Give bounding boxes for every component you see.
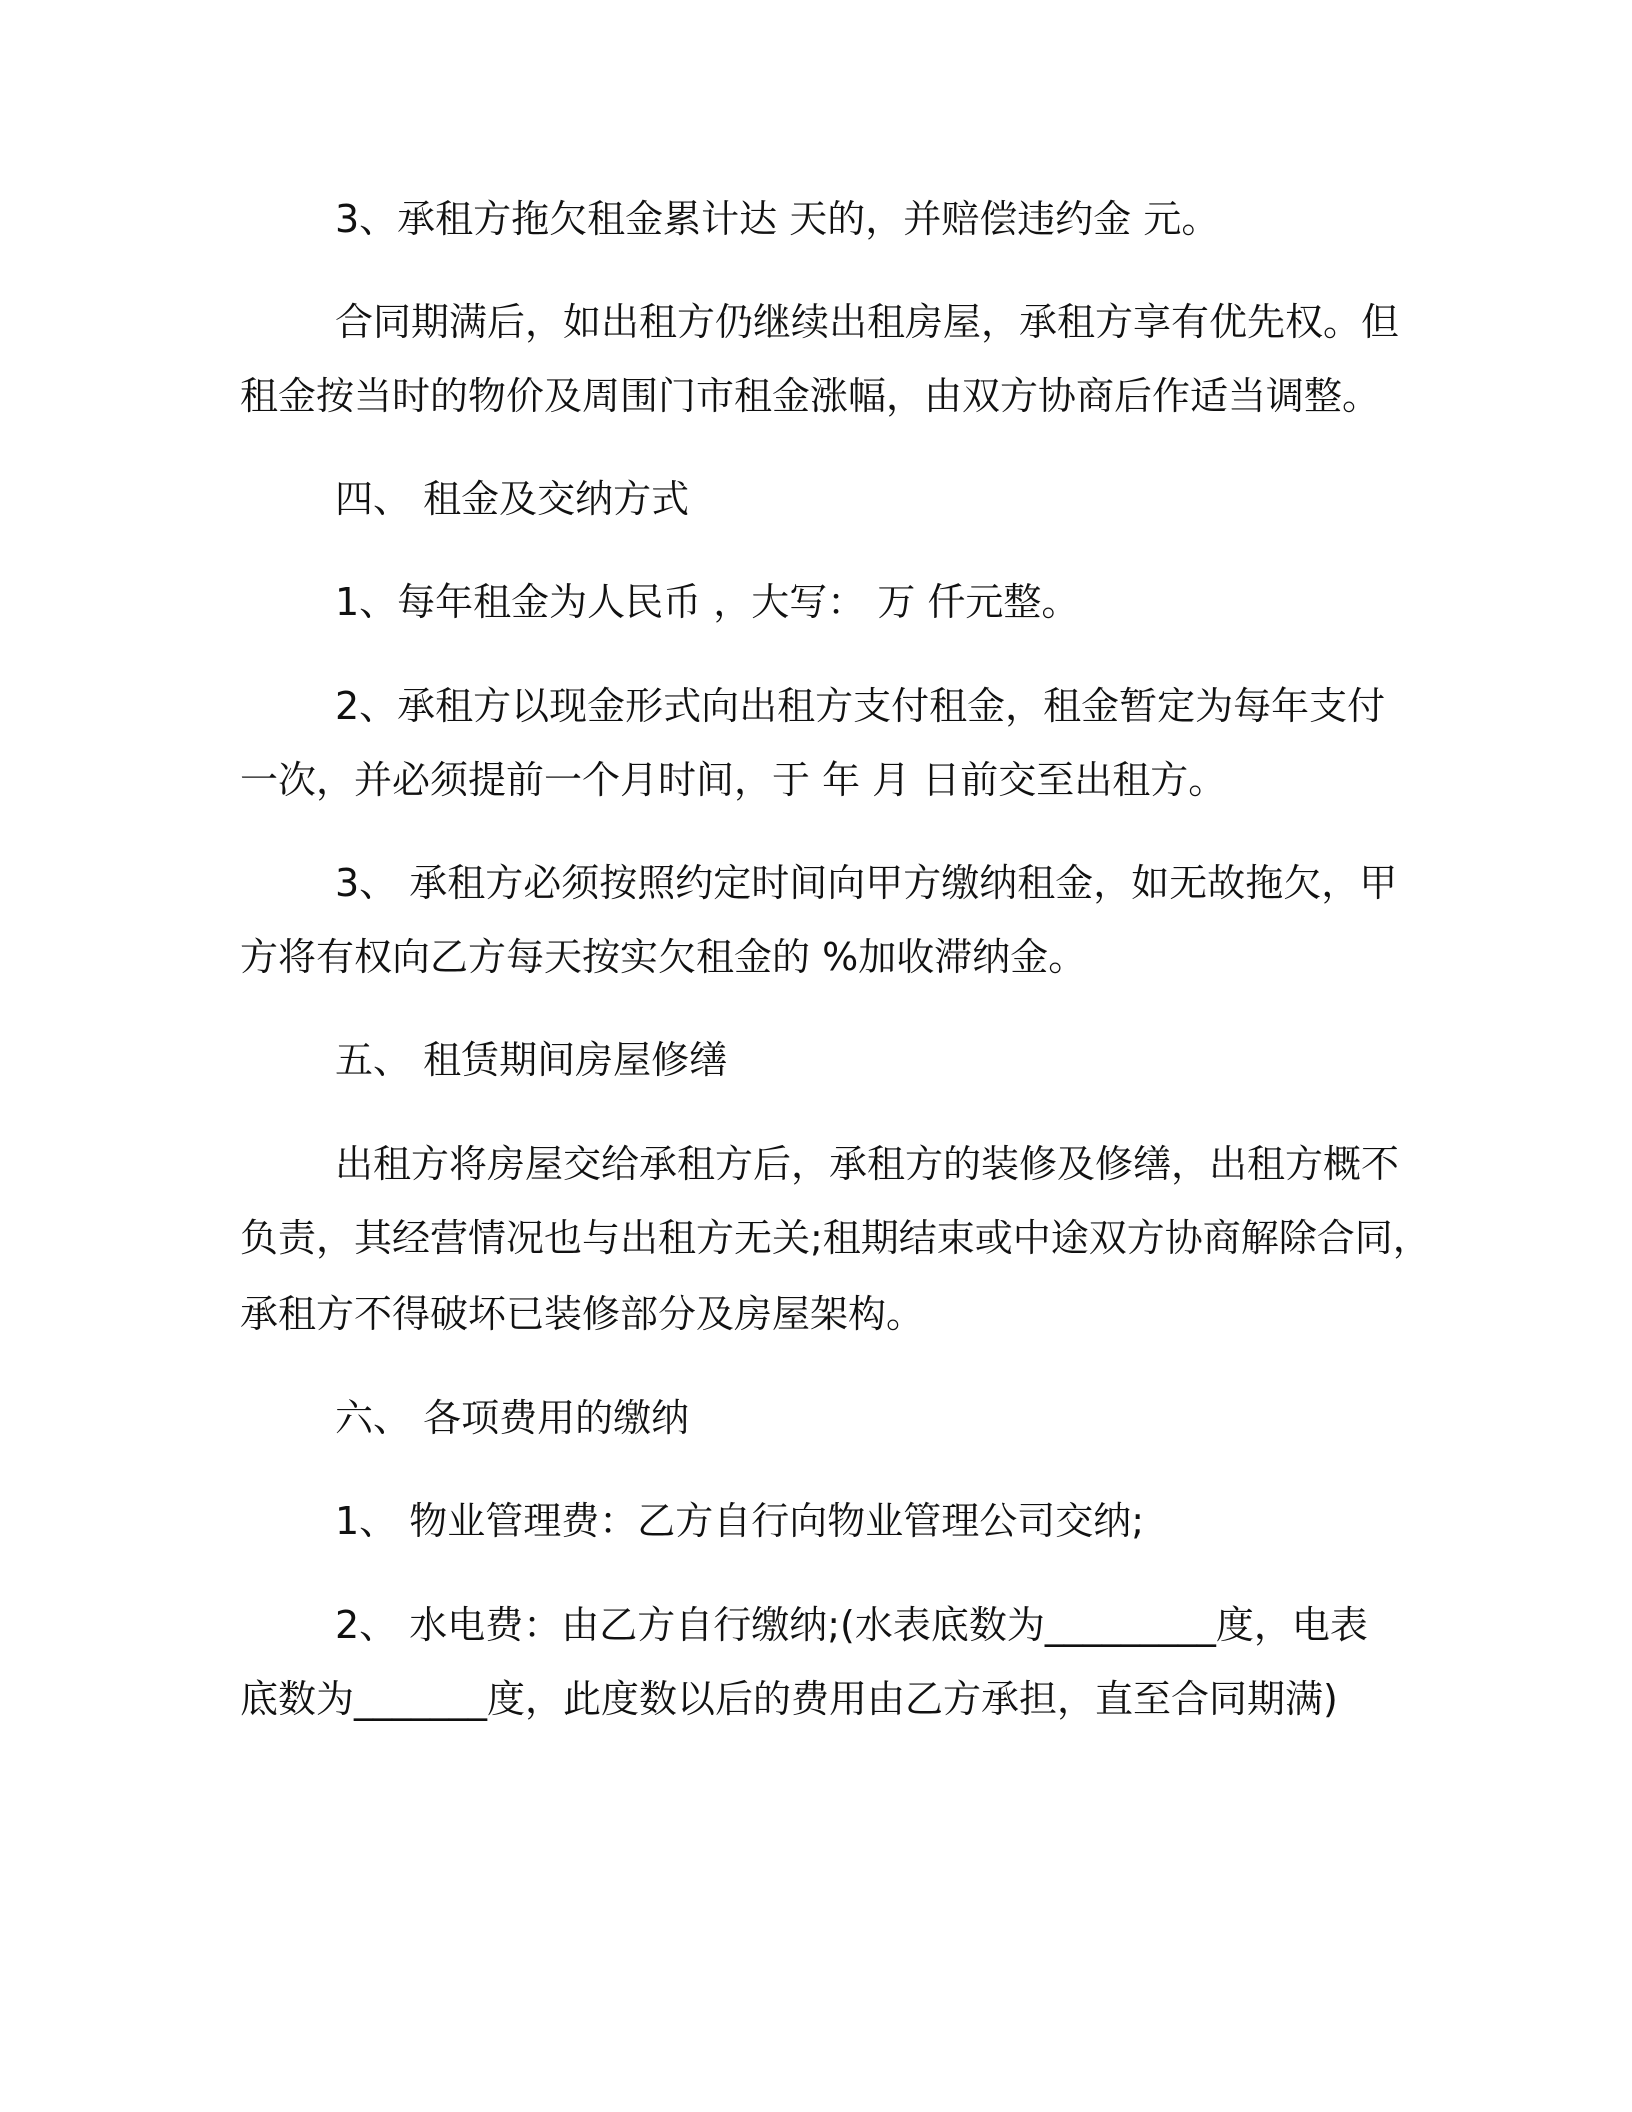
section-6-item-1: 1、 物业管理费：乙方自行向物业管理公司交纳; bbox=[335, 1499, 1145, 1543]
section-4-heading: 四、 租金及交纳方式 bbox=[335, 477, 690, 521]
section-4-item-1: 1、每年租金为人民币 ，大写： 万 仟元整。 bbox=[335, 580, 1080, 624]
section-6-item-2-line-1: 2、 水电费：由乙方自行缴纳;(水表底数为_________度，电表 bbox=[335, 1603, 1368, 1647]
section-5-heading: 五、 租赁期间房屋修缮 bbox=[335, 1038, 728, 1082]
section-5-paragraph-line-2: 负责，其经营情况也与出租方无关;租期结束或中途双方协商解除合同， bbox=[240, 1216, 1431, 1260]
renewal-paragraph-line-1: 合同期满后，如出租方仍继续出租房屋，承租方享有优先权。但 bbox=[335, 300, 1400, 344]
section-6-heading: 六、 各项费用的缴纳 bbox=[335, 1396, 690, 1440]
section-5-paragraph-line-1: 出租方将房屋交给承租方后，承租方的装修及修缮，出租方概不 bbox=[335, 1142, 1400, 1186]
section-4-item-3-line-2: 方将有权向乙方每天按实欠租金的 %加收滞纳金。 bbox=[240, 935, 1087, 979]
section-4-item-2-line-2: 一次，并必须提前一个月时间，于 年 月 日前交至出租方。 bbox=[240, 758, 1227, 802]
renewal-paragraph-line-2: 租金按当时的物价及周围门市租金涨幅，由双方协商后作适当调整。 bbox=[240, 374, 1381, 418]
section-4-item-3-line-1: 3、 承租方必须按照约定时间向甲方缴纳租金，如无故拖欠，甲 bbox=[335, 861, 1398, 905]
section-5-paragraph-line-3: 承租方不得破坏已装修部分及房屋架构。 bbox=[240, 1292, 925, 1336]
clause-3-penalty: 3、承租方拖欠租金累计达 天的，并赔偿违约金 元。 bbox=[335, 197, 1220, 241]
section-4-item-2-line-1: 2、承租方以现金形式向出租方支付租金，租金暂定为每年支付 bbox=[335, 684, 1386, 728]
section-6-item-2-line-2: 底数为_______度，此度数以后的费用由乙方承担，直至合同期满) bbox=[240, 1677, 1338, 1721]
